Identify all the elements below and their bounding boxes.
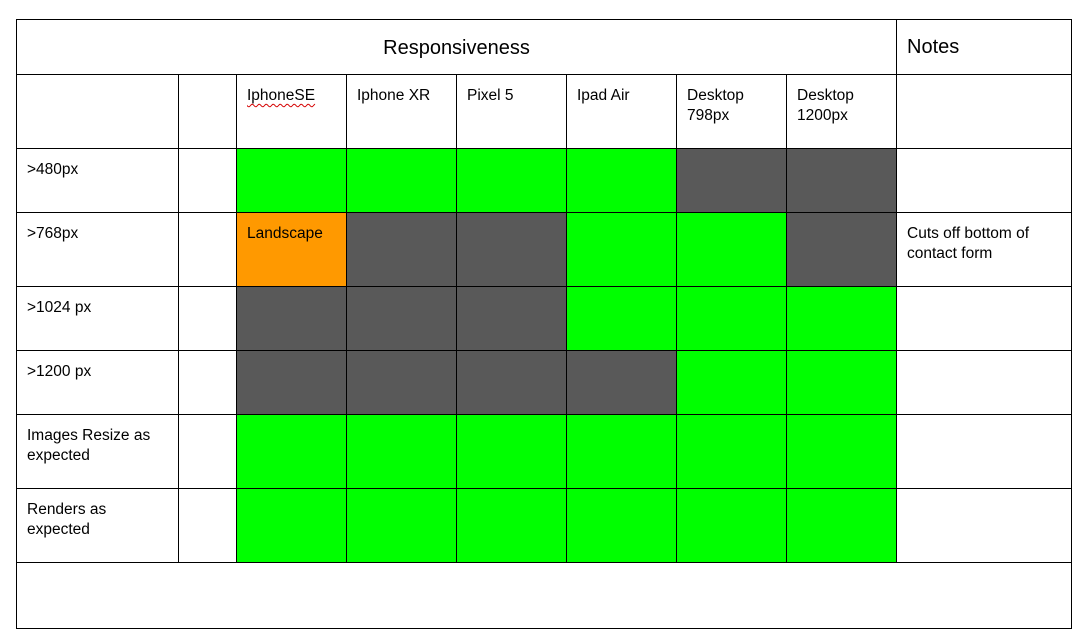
spacer-cell [179, 351, 237, 415]
status-cell [787, 213, 897, 287]
table-row [17, 415, 1072, 489]
spacer-cell [179, 149, 237, 213]
status-cell [457, 351, 567, 415]
status-cell [567, 351, 677, 415]
status-cell [347, 149, 457, 213]
notes-cell [897, 351, 1072, 415]
status-cell [347, 287, 457, 351]
device-header-iphonese [237, 75, 347, 149]
status-cell [457, 149, 567, 213]
row-label: >768px [17, 213, 179, 287]
status-cell [677, 415, 787, 489]
status-cell [237, 489, 347, 563]
device-header-desktop-798: Desktop 798px [677, 75, 787, 149]
spacer-cell [179, 415, 237, 489]
table-row [17, 213, 1072, 287]
status-cell [787, 351, 897, 415]
status-cell [787, 287, 897, 351]
row-label: >1200 px [17, 351, 179, 415]
status-cell [677, 213, 787, 287]
status-cell [567, 213, 677, 287]
status-cell [457, 415, 567, 489]
status-cell [347, 351, 457, 415]
status-cell [457, 287, 567, 351]
status-cell [567, 287, 677, 351]
notes-header: Notes [897, 20, 1072, 75]
status-cell [347, 213, 457, 287]
table-row [17, 489, 1072, 563]
status-cell [677, 489, 787, 563]
table-row [17, 287, 1072, 351]
status-cell [567, 149, 677, 213]
notes-cell [897, 149, 1072, 213]
device-header-pixel-5: Pixel 5 [457, 75, 567, 149]
status-cell [787, 149, 897, 213]
table-row [17, 149, 1072, 213]
row-label: Renders as expected [17, 489, 179, 563]
spacer-cell [179, 287, 237, 351]
row-label: Images Resize as expected [17, 415, 179, 489]
status-cell [457, 213, 567, 287]
status-cell [237, 287, 347, 351]
spacer-cell [179, 489, 237, 563]
device-header-row [17, 75, 1072, 149]
device-label: IphoneSE [247, 87, 316, 104]
notes-cell [897, 415, 1072, 489]
status-cell [237, 351, 347, 415]
row-label: >480px [17, 149, 179, 213]
status-cell: Landscape [237, 213, 347, 287]
status-cell [347, 489, 457, 563]
responsiveness-table [16, 19, 1072, 629]
notes-cell [897, 287, 1072, 351]
notes-cell [897, 75, 1072, 149]
device-header-ipad-air: Ipad Air [567, 75, 677, 149]
device-header-desktop-1200: Desktop 1200px [787, 75, 897, 149]
status-cell [567, 489, 677, 563]
blank-row [17, 563, 1072, 629]
status-cell [347, 415, 457, 489]
title-row [17, 20, 1072, 75]
status-cell [787, 489, 897, 563]
status-cell [567, 415, 677, 489]
table-row [17, 351, 1072, 415]
blank-cell [17, 563, 1072, 629]
spacer-cell [179, 213, 237, 287]
status-cell [677, 351, 787, 415]
notes-cell [897, 489, 1072, 563]
status-cell [677, 149, 787, 213]
status-cell [237, 149, 347, 213]
status-cell [457, 489, 567, 563]
spacer-cell [179, 75, 237, 149]
status-cell [787, 415, 897, 489]
corner-cell [17, 75, 179, 149]
notes-cell: Cuts off bottom of contact form [897, 213, 1072, 287]
table-title: Responsiveness [17, 20, 897, 75]
device-header-iphone-xr: Iphone XR [347, 75, 457, 149]
status-cell [677, 287, 787, 351]
status-cell [237, 415, 347, 489]
row-label: >1024 px [17, 287, 179, 351]
